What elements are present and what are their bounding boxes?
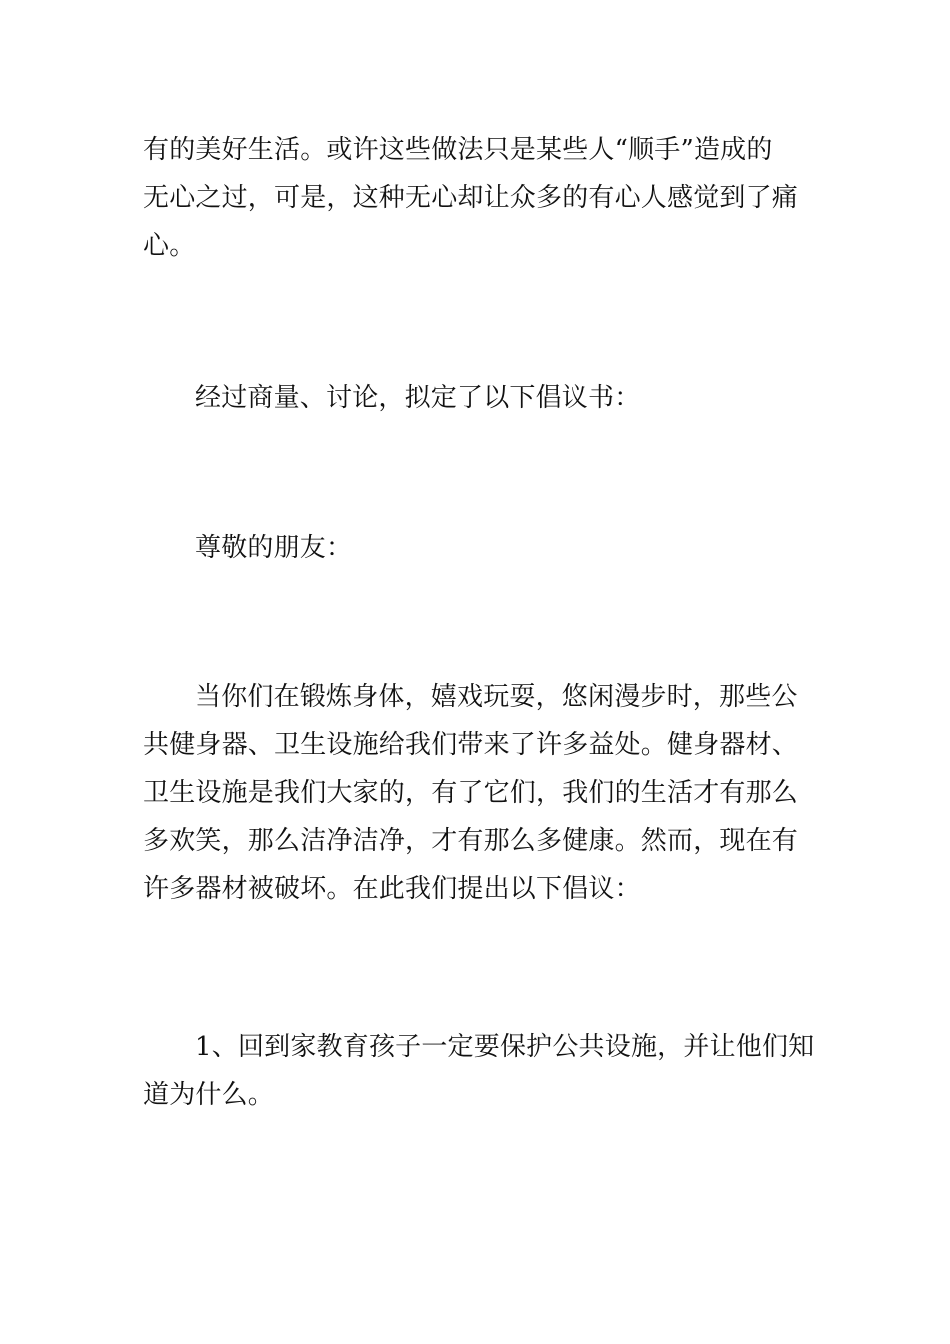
text-line: 无心之过，可是，这种无心却让众多的有心人感觉到了痛 <box>143 183 799 213</box>
text-line: 1、回到家教育孩子一定要保护公共设施，并让他们知 <box>195 1032 815 1062</box>
text-line: 经过商量、讨论，拟定了以下倡议书： <box>195 383 641 413</box>
text-line: 当你们在锻炼身体，嬉戏玩耍，悠闲漫步时，那些公 <box>195 682 798 712</box>
text-line: 卫生设施是我们大家的，有了它们，我们的生活才有那么 <box>143 778 799 808</box>
paragraph-salutation <box>143 524 808 572</box>
paragraph-proposal-item-1 <box>143 1023 815 1119</box>
text-line: 道为什么。 <box>143 1080 275 1110</box>
text-line: 共健身器、卫生设施给我们带来了许多益处。健身器材、 <box>143 730 799 760</box>
paragraph-proposal-intro <box>143 374 808 422</box>
text-line: 尊敬的朋友： <box>195 533 353 563</box>
text-line: 有的美好生活。或许这些做法只是某些人“顺手”造成的 <box>143 135 773 165</box>
text-line: 多欢笑，那么洁净洁净，才有那么多健康。然而，现在有 <box>143 826 799 856</box>
text-line: 许多器材被破坏。在此我们提出以下倡议： <box>143 874 641 904</box>
paragraph-body <box>143 673 808 913</box>
paragraph-continuation <box>143 126 808 270</box>
text-line: 心。 <box>143 231 196 261</box>
